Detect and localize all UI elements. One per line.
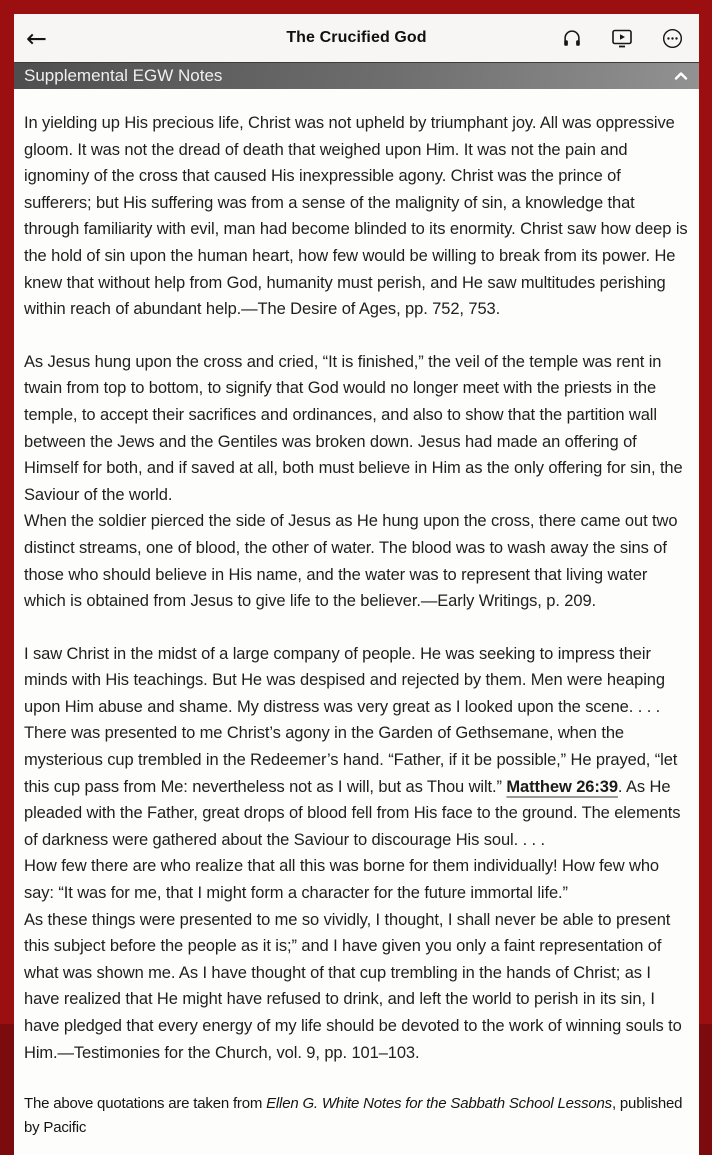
app-bar (14, 14, 699, 62)
video-button[interactable] (609, 25, 635, 51)
quote-paragraph-desire-of-ages: In yielding up His precious life, Christ was not upheld by triumphant joy. All was oppressive gloom. It was not the dread of death that weighed upon Him. It was not the pain and ignominy of the cross that caused His inexpressible agony. Christ was the prince of sufferers; but His suffering was from a sense of the malignity of sin, a knowledge that through familiarity with evil, man had become blinded to its enormity. Christ saw how deep is the hold of sin upon the human heart, how few would be willing to break from its power. He knew that without help from God, humanity must perish, and He saw multitudes perishing within reach of abundant help.—The Desire of Ages, pp. 752, 753. (24, 114, 688, 319)
attribution-text: The above quotations are taken from (24, 1095, 267, 1113)
paragraph-text: There was presented to me Christ’s agony in the Garden of Gethsemane, when the mysterious cup trembled in the Redeemer’s hand. “Father, if it be possible,” He prayed, “let this cup pass from Me: nevertheless not as I will, but as Thou wilt.” (24, 724, 678, 796)
paragraph-text: . As He pleaded with the Father, great drops of blood fell from His face to the ground. The elements of darkness were gathered about the Saviour to discourage His soul. . . . (24, 777, 681, 849)
more-options-button[interactable] (659, 25, 685, 51)
attribution-book-title: Ellen G. White Notes for the Sabbath School Lessons (266, 1095, 612, 1113)
notes-content (14, 89, 699, 1155)
paragraph-line: As these things were presented to me so vividly, I thought, I shall never be able to present this subject before the people as it is;” and I have given you only a faint representation of what was shown me. As I have thought of that cup trembling in the hands of Christ; as I have realized that He might have refused to drink, and left the world to perish in its sin, I have pledged that every energy of my life should be devoted to the work of winning souls to Him.—Testimonies for the Church, vol. 9, pp. 101–103. (24, 910, 682, 1062)
video-player-icon (610, 26, 634, 50)
section-header-supplemental-egw-notes[interactable] (14, 62, 699, 89)
source-attribution-note (24, 1092, 690, 1140)
paragraph-line: When the soldier pierced the side of Jesus as He hung upon the cross, there came out two distinct streams, one of blood, the other of water. The blood was to wash away the sins of those who should believe in His name, and the water was to represent that living water which is obtained from Jesus to give life to the believer.—Early Writings, p. 209. (24, 512, 678, 611)
back-button[interactable]: ← (20, 24, 53, 53)
section-header-label: Supplemental EGW Notes (24, 66, 223, 85)
audio-headphones-button[interactable] (559, 25, 585, 51)
quote-paragraph-early-writings (24, 349, 690, 615)
app-bar-actions (559, 25, 685, 51)
ellipsis-circle-icon (661, 27, 684, 50)
reader-page (14, 14, 699, 1137)
page-title: The Crucified God (286, 29, 427, 46)
paragraph-line: How few there are who realize that all this was borne for them individually! How few who say: “It was for me, that I might form a character for the future immortal life.” (24, 857, 659, 903)
scripture-link-matthew-26-39[interactable]: Matthew 26:39 (506, 777, 618, 796)
paragraph-line (24, 720, 690, 853)
chevron-up-icon[interactable] (673, 70, 689, 82)
headphones-icon (561, 27, 583, 49)
paragraph-line: As Jesus hung upon the cross and cried, “It is finished,” the veil of the temple was rent in twain from top to bottom, to signify that God would no longer meet with the priests in the temple, to accept their sacrifices and ordinances, and also to show that the partition wall between the Jews and the Gentiles was broken down. Jesus had made an offering of Himself for both, and if saved at all, both must believe in Him as the only offering for sin, the Saviour of the world. (24, 352, 683, 504)
paragraph-line: I saw Christ in the midst of a large company of people. He was seeking to impress their minds with His teachings. But He was despised and rejected by them. Men were heaping upon Him abuse and shame. My distress was very great as I looked upon the scene. . . . (24, 644, 665, 716)
quote-paragraph-testimonies (24, 641, 690, 1067)
attribution-text: , published by Pacific (24, 1095, 683, 1137)
